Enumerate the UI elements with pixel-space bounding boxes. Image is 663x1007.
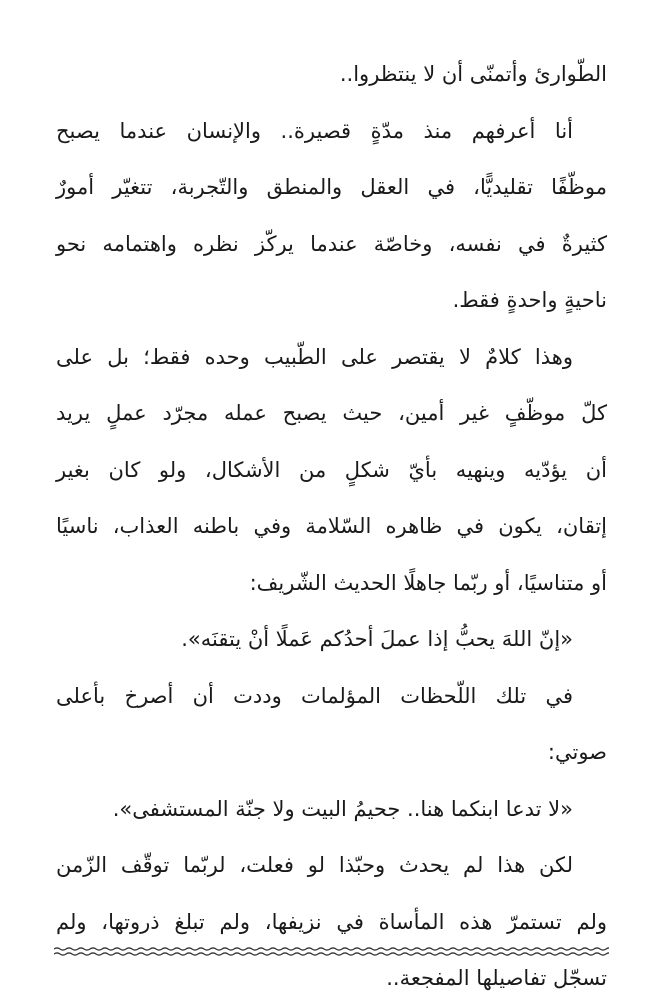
text-line: وهذا كلامٌ لا يقتصر على الطّبيب وحده فقط؛ بل على [56,344,573,369]
text-line: كلّ موظّفٍ غير أمين، حيث يصبح عمله مجرّد عملٍ يريد [56,401,607,425]
text-line: تسجّل تفاصيلها المفجعة.. [386,966,607,990]
text-line: صوتي: [547,740,607,764]
text-line: أنا أعرفهم منذ مدّةٍ قصيرة.. والإنسان عندما يصبح [56,118,573,143]
text-line: ولم تستمرّ هذه المأساة في نزيفها، ولم تبلغ ذروتها، ولم [56,909,607,934]
text-line: كثيرةٌ في نفسه، وخاصّة عندما يركّز نظره واهتمامه نحو [56,231,607,256]
quote-line: «لا تدعا ابنكما هنا.. جحيمُ البيت ولا جنّة المستشفى». [112,796,573,821]
text-line: لكن هذا لم يحدث وحبّذا لو فعلت، لربّما توقّف الزّمن [56,853,573,877]
text-line: الطّوارئ وأتمنّى أن لا ينتظروا.. [339,62,607,86]
wavy-divider [54,944,609,960]
text-line: أن يؤدّيه وينهيه بأيّ شكلٍ من الأشكال، ولو كان بغير [56,457,607,482]
text-line: إتقان، يكون في ظاهره السّلامة وفي باطنه العذاب، ناسيًا [56,514,607,538]
hadith-quote-line: «إنّ اللهَ يحبُّ إذا عملَ أحدُكم عَملًا أنْ يتقنَه». [181,627,573,651]
text-line: أو متناسيًا، أو ربّما جاهلًا الحديث الشّريف: [249,570,607,595]
text-line: موظّفًا تقليديًّا، في العقل والمنطق والتّجربة، تتغيّر أمورٌ [56,175,607,199]
text-line: ناحيةٍ واحدةٍ فقط. [452,288,607,312]
book-page-text [56,46,607,1007]
text-line: في تلك اللّحظات المؤلمات وددت أن أصرخ بأعلى [56,683,573,708]
